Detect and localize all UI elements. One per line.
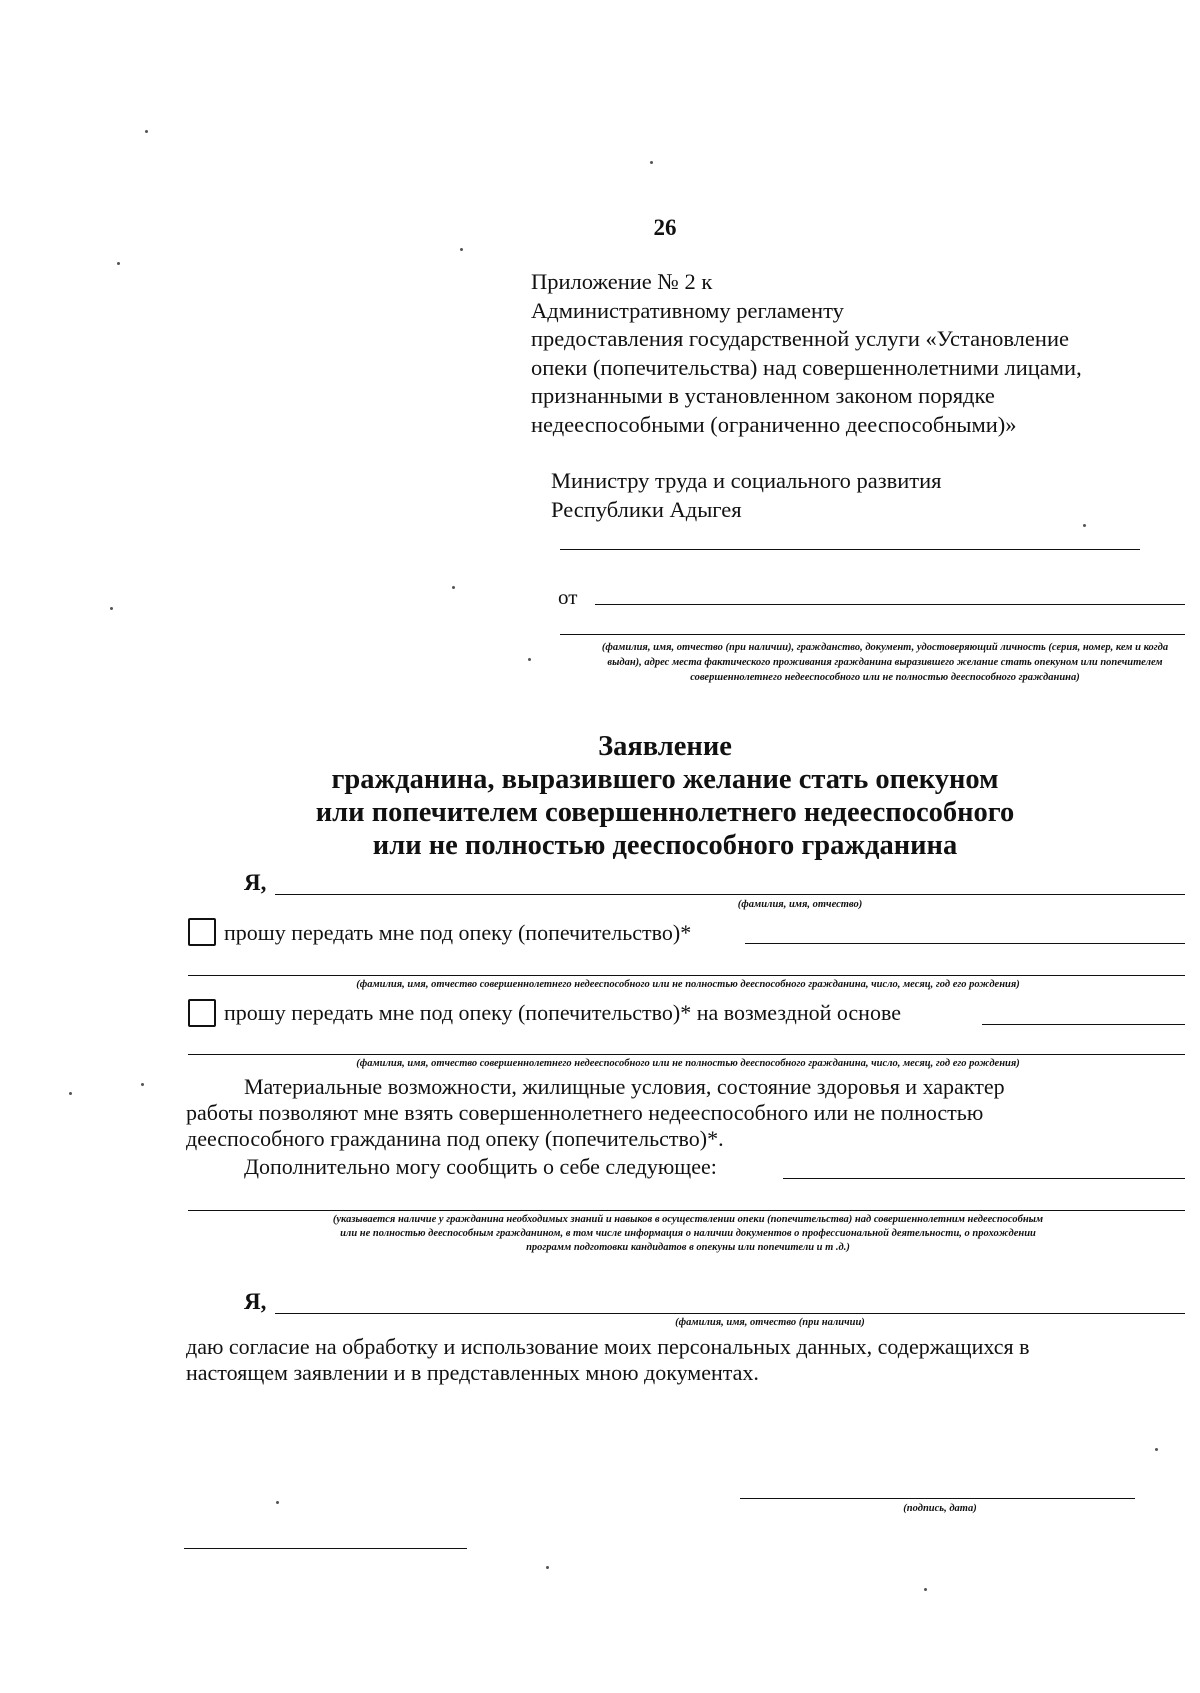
- material-paragraph-line: работы позволяют мне взять совершеннолетнего недееспособного или не полностью: [186, 1100, 984, 1125]
- additional-field-2[interactable]: [188, 1210, 1185, 1211]
- appendix-line: признанными в установленном законом порядке: [531, 383, 995, 408]
- document-subtitle-line: или не полностью дееспособного гражданина: [372, 830, 958, 861]
- appendix-line: Приложение № 2 к: [531, 269, 713, 294]
- applicant-label: Я,: [244, 870, 267, 895]
- option-2-checkbox[interactable]: [188, 999, 216, 1027]
- scan-speck: [924, 1588, 927, 1591]
- scan-speck: [69, 1092, 72, 1095]
- option-1-text: прошу передать мне под опеку (попечительство)*: [224, 920, 692, 945]
- footnote-separator: [184, 1548, 467, 1549]
- scan-speck: [110, 607, 113, 610]
- additional-caption-line: программ подготовки кандидатов в опекуны или попечители и т .д.): [526, 1242, 850, 1253]
- appendix-line: опеки (попечительства) над совершеннолетними лицами,: [531, 354, 1082, 380]
- scan-speck: [276, 1501, 279, 1504]
- addressee-line: Республики Адыгея: [551, 496, 742, 522]
- addressee-line: Министру труда и социального развития: [551, 468, 942, 493]
- page-number: 26: [653, 215, 677, 240]
- scan-speck: [117, 262, 120, 265]
- applicant-caption: (фамилия, имя, отчество): [737, 899, 863, 910]
- additional-field[interactable]: [783, 1178, 1185, 1179]
- from-field-line[interactable]: [595, 604, 1185, 605]
- scan-speck: [141, 1083, 144, 1086]
- scan-speck: [528, 658, 531, 661]
- appendix-header: [531, 268, 1131, 439]
- additional-label: Дополнительно могу сообщить о себе следующее:: [244, 1154, 717, 1179]
- additional-caption-line: или не полностью дееспособным гражданином, в том числе информация о наличии документов о профессиональной деятельности, о прохождении: [340, 1228, 1036, 1239]
- appendix-line: Административному регламенту: [531, 297, 844, 323]
- option-1-checkbox[interactable]: [188, 918, 216, 946]
- scan-speck: [452, 586, 455, 589]
- consent-text-line: настоящем заявлении и в представленных мною документах.: [186, 1360, 759, 1385]
- option-1-caption: (фамилия, имя, отчество совершеннолетнего недееспособного или не полностью дееспособного гражданина, число, месяц, год его рождения): [356, 979, 1020, 990]
- option-2-text: прошу передать мне под опеку (попечительство)* на возмездной основе: [224, 1000, 901, 1025]
- appendix-line: недееспособными (ограниченно дееспособными)»: [531, 411, 1017, 437]
- additional-caption: [188, 1213, 1188, 1255]
- option-2-field[interactable]: [982, 1024, 1185, 1025]
- appendix-line: предоставления государственной услуги «Установление: [531, 326, 1069, 351]
- consent-label: Я,: [244, 1289, 267, 1314]
- scan-speck: [650, 161, 653, 164]
- scan-speck: [460, 248, 463, 251]
- addressee-blank-line[interactable]: [560, 549, 1140, 550]
- consent-text-line: даю согласие на обработку и использование моих персональных данных, содержащихся в: [186, 1334, 1030, 1359]
- from-field-line-2[interactable]: [560, 634, 1185, 635]
- from-label: от: [558, 585, 578, 609]
- material-paragraph-line: Материальные возможности, жилищные условия, состояние здоровья и характер: [244, 1074, 1005, 1099]
- applicant-name-field[interactable]: [275, 894, 1185, 895]
- additional-caption-line: (указывается наличие у гражданина необходимых знаний и навыков в осуществлении опеки (попечительства) над совершеннолетним недееспособным: [332, 1214, 1044, 1225]
- scan-speck: [1155, 1448, 1158, 1451]
- addressee: [551, 467, 1111, 524]
- signature-field[interactable]: [740, 1498, 1135, 1499]
- consent-caption: (фамилия, имя, отчество (при наличии): [675, 1317, 865, 1328]
- document-subtitle-line: гражданина, выразившего желание стать опекуном: [331, 764, 999, 795]
- consent-name-field[interactable]: [275, 1313, 1185, 1314]
- signature-caption: (подпись, дата): [903, 1503, 977, 1514]
- document-subtitle-line: или попечителем совершеннолетнего недееспособного: [315, 797, 1015, 828]
- option-2-caption: (фамилия, имя, отчество совершеннолетнего недееспособного или не полностью дееспособного гражданина, число, месяц, год его рождения): [356, 1058, 1020, 1069]
- scan-speck: [145, 130, 148, 133]
- from-note: (фамилия, имя, отчество (при наличии), гражданство, документ, удостоверяющий личность (серия, номер, кем и когда выдан), адрес места фактического проживания гражданина выразившего желание стать опекуном или попечителем совершеннолетнего недееспособного или не полностью дееспособного гражданина): [601, 642, 1169, 683]
- option-1-field-2[interactable]: [188, 975, 1185, 976]
- scan-speck: [1083, 524, 1086, 527]
- material-paragraph-line: дееспособного гражданина под опеку (попечительство)*.: [186, 1126, 724, 1151]
- document-title: Заявление: [598, 731, 732, 762]
- option-1-field[interactable]: [745, 943, 1185, 944]
- scan-speck: [546, 1566, 549, 1569]
- option-2-field-2[interactable]: [188, 1054, 1185, 1055]
